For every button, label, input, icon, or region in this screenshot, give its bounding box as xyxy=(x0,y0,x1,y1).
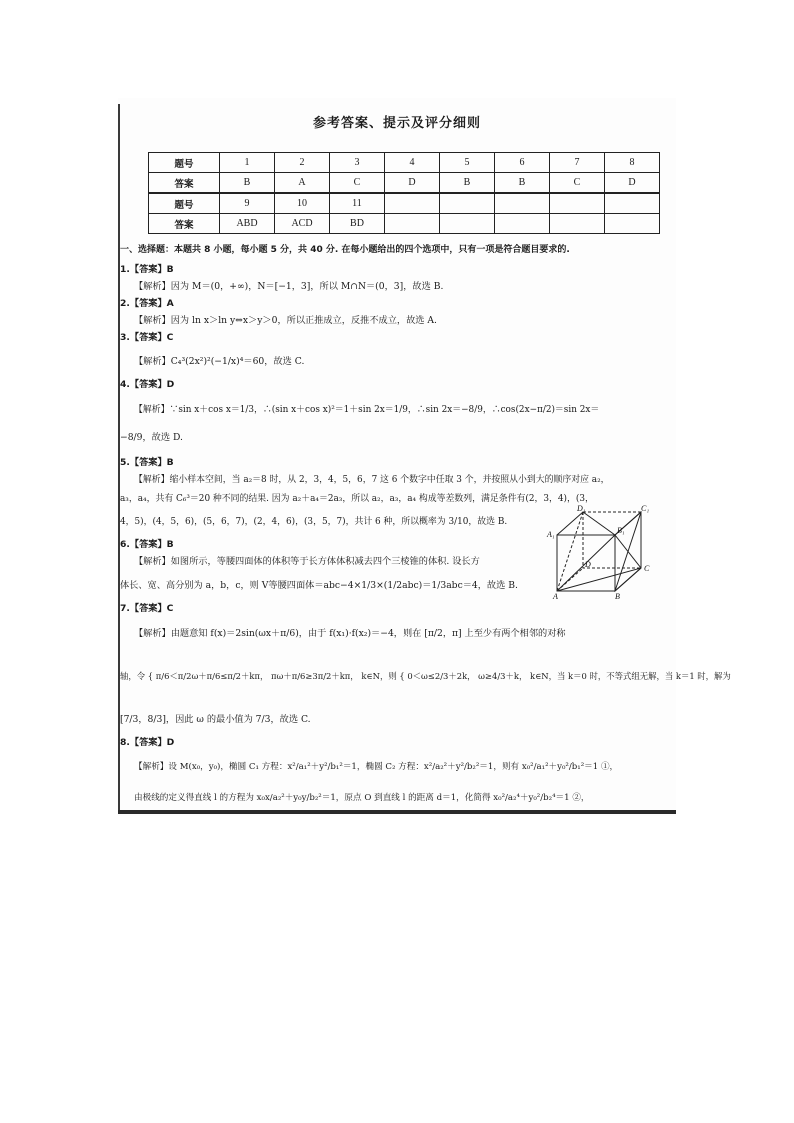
label-b: B xyxy=(615,592,620,600)
table-cell: C xyxy=(330,173,385,194)
table-cell: 5 xyxy=(440,153,495,173)
table-cell: A xyxy=(275,173,330,194)
table-cell xyxy=(495,193,550,214)
table-cell xyxy=(550,193,605,214)
table-cell: 8 xyxy=(605,153,660,173)
table-cell xyxy=(385,193,440,214)
table-cell: 11 xyxy=(330,193,385,214)
table-cell: D xyxy=(605,173,660,194)
table-cell: B xyxy=(220,173,275,194)
table-cell: 9 xyxy=(220,193,275,214)
answer-1: 1.【答案】B xyxy=(120,264,174,275)
solution-5-line1: 【解析】缩小样本空间，当 a₂＝8 时，从 2，3，4，5，6，7 这 6 个数字中任取 3 个，并按照从小到大的顺序对应 a₂， xyxy=(134,475,610,485)
answer-7: 7.【答案】C xyxy=(120,603,174,614)
answer-4: 4.【答案】D xyxy=(120,379,175,390)
table-header-cell: 题号 xyxy=(149,153,220,173)
solution-7-line3: [7/3，8/3]，因此 ω 的最小值为 7/3，故选 C. xyxy=(120,714,311,725)
solution-5-line2: a₃，a₄，共有 C₆³＝20 种不同的结果. 因为 a₂＋a₄＝2a₃，所以 a₂，a₃，a₄ 构成等差数列，满足条件有(2，3，4)，(3， xyxy=(120,494,594,504)
label-c: C xyxy=(644,564,650,573)
table-cell: 2 xyxy=(275,153,330,173)
table-row xyxy=(149,214,660,234)
section-heading: 一、选择题：本题共 8 小题，每小题 5 分，共 40 分. 在每小题给出的四个选项中，只有一项是符合题目要求的. xyxy=(120,245,570,255)
page-bottom-rule xyxy=(118,810,676,814)
table-cell: ACD xyxy=(275,214,330,234)
table-row xyxy=(149,153,660,173)
solution-8-line2: 由极线的定义得直线 l 的方程为 x₀x/a₂²＋y₀y/b₂²＝1，原点 O 到直线 l 的距离 d＝1，化简得 x₀²/a₂⁴＋y₀²/b₂⁴＝1 ②， xyxy=(134,793,590,803)
table-cell xyxy=(605,214,660,234)
table-cell: B xyxy=(440,173,495,194)
table-row xyxy=(149,173,660,194)
solution-7-line1: 【解析】由题意知 f(x)＝2sin(ωx＋π/6)，由于 f(x₁)·f(x₂)＝−4，则在 [π/2，π] 上至少有两个相邻的对称 xyxy=(134,628,566,639)
label-d: D xyxy=(585,560,591,569)
table-cell: 10 xyxy=(275,193,330,214)
answer-6: 6.【答案】B xyxy=(120,539,174,550)
table-cell xyxy=(385,214,440,234)
answer-table xyxy=(148,152,660,234)
table-cell: 1 xyxy=(220,153,275,173)
label-d1: D₁ xyxy=(577,505,586,513)
table-cell: 6 xyxy=(495,153,550,173)
table-row xyxy=(149,193,660,214)
answer-8: 8.【答案】D xyxy=(120,737,175,748)
table-header-cell: 题号 xyxy=(149,193,220,214)
table-cell xyxy=(605,193,660,214)
table-cell: 3 xyxy=(330,153,385,173)
label-c1: C₁ xyxy=(641,505,650,513)
solution-6-line2: 体长、宽、高分别为 a，b，c，则 V等腰四面体＝abc−4×1/3×(1/2abc)＝1/3abc＝4，故选 B. xyxy=(120,580,518,591)
solution-1: 【解析】因为 M＝(0，+∞)，N＝[−1，3]，所以 M∩N＝(0，3]，故选 B. xyxy=(134,281,444,292)
table-cell: B xyxy=(495,173,550,194)
table-header-cell: 答案 xyxy=(149,173,220,194)
cuboid-figure xyxy=(543,505,663,600)
table-cell: 4 xyxy=(385,153,440,173)
solution-7-line2: 轴，令 { π/6＜π/2ω＋π/6≤π/2＋kπ， πω＋π/6≥3π/2＋kπ， k∈N，则 { 0＜ω≤2/3＋2k， ω≥4/3＋k， k∈N，当 k＝0 时，不等式组无解，当 k＝1 时，解为 xyxy=(120,671,731,681)
solution-5-line3: 4，5)，(4，5，6)，(5，6，7)，(2，4，6)，(3，5，7)，共计 6 种，所以概率为 3/10，故选 B. xyxy=(120,517,508,527)
table-cell xyxy=(440,214,495,234)
solution-2: 【解析】因为 ln x＞ln y⇔x＞y＞0，所以正推成立，反推不成立，故选 A. xyxy=(134,315,437,326)
label-a1: A₁ xyxy=(547,530,555,539)
table-cell xyxy=(495,214,550,234)
table-cell xyxy=(440,193,495,214)
table-cell: 7 xyxy=(550,153,605,173)
table-cell: ABD xyxy=(220,214,275,234)
table-header-cell: 答案 xyxy=(149,214,220,234)
solution-8-line1: 【解析】设 M(x₀，y₀)，椭圆 C₁ 方程：x²/a₁²＋y²/b₁²＝1，椭圆 C₂ 方程：x²/a₂²＋y²/b₂²＝1，则有 x₀²/a₁²＋y₀²/b₁²＝1 ①， xyxy=(134,762,619,772)
document-title: 参考答案、提示及评分细则 xyxy=(312,116,481,131)
solution-4: 【解析】∵sin x＋cos x＝1/3，∴(sin x＋cos x)²＝1＋sin 2x＝1/9，∴sin 2x＝−8/9，∴cos(2x−π/2)＝sin 2x＝ xyxy=(134,405,600,415)
answer-2: 2.【答案】A xyxy=(120,298,174,309)
table-cell: C xyxy=(550,173,605,194)
table-cell: D xyxy=(385,173,440,194)
answer-5: 5.【答案】B xyxy=(120,457,174,468)
solution-3: 【解析】C₄³(2x²)²(−1/x)⁴＝60，故选 C. xyxy=(134,356,305,367)
label-b1: B₁ xyxy=(617,526,625,535)
answer-3: 3.【答案】C xyxy=(120,332,174,343)
label-a: A xyxy=(553,592,558,600)
table-cell xyxy=(550,214,605,234)
solution-6-line1: 【解析】如图所示，等腰四面体的体积等于长方体体积减去四个三棱锥的体积. 设长方 xyxy=(134,556,480,567)
solution-4-cont: −8/9，故选 D. xyxy=(120,432,183,443)
table-cell: BD xyxy=(330,214,385,234)
